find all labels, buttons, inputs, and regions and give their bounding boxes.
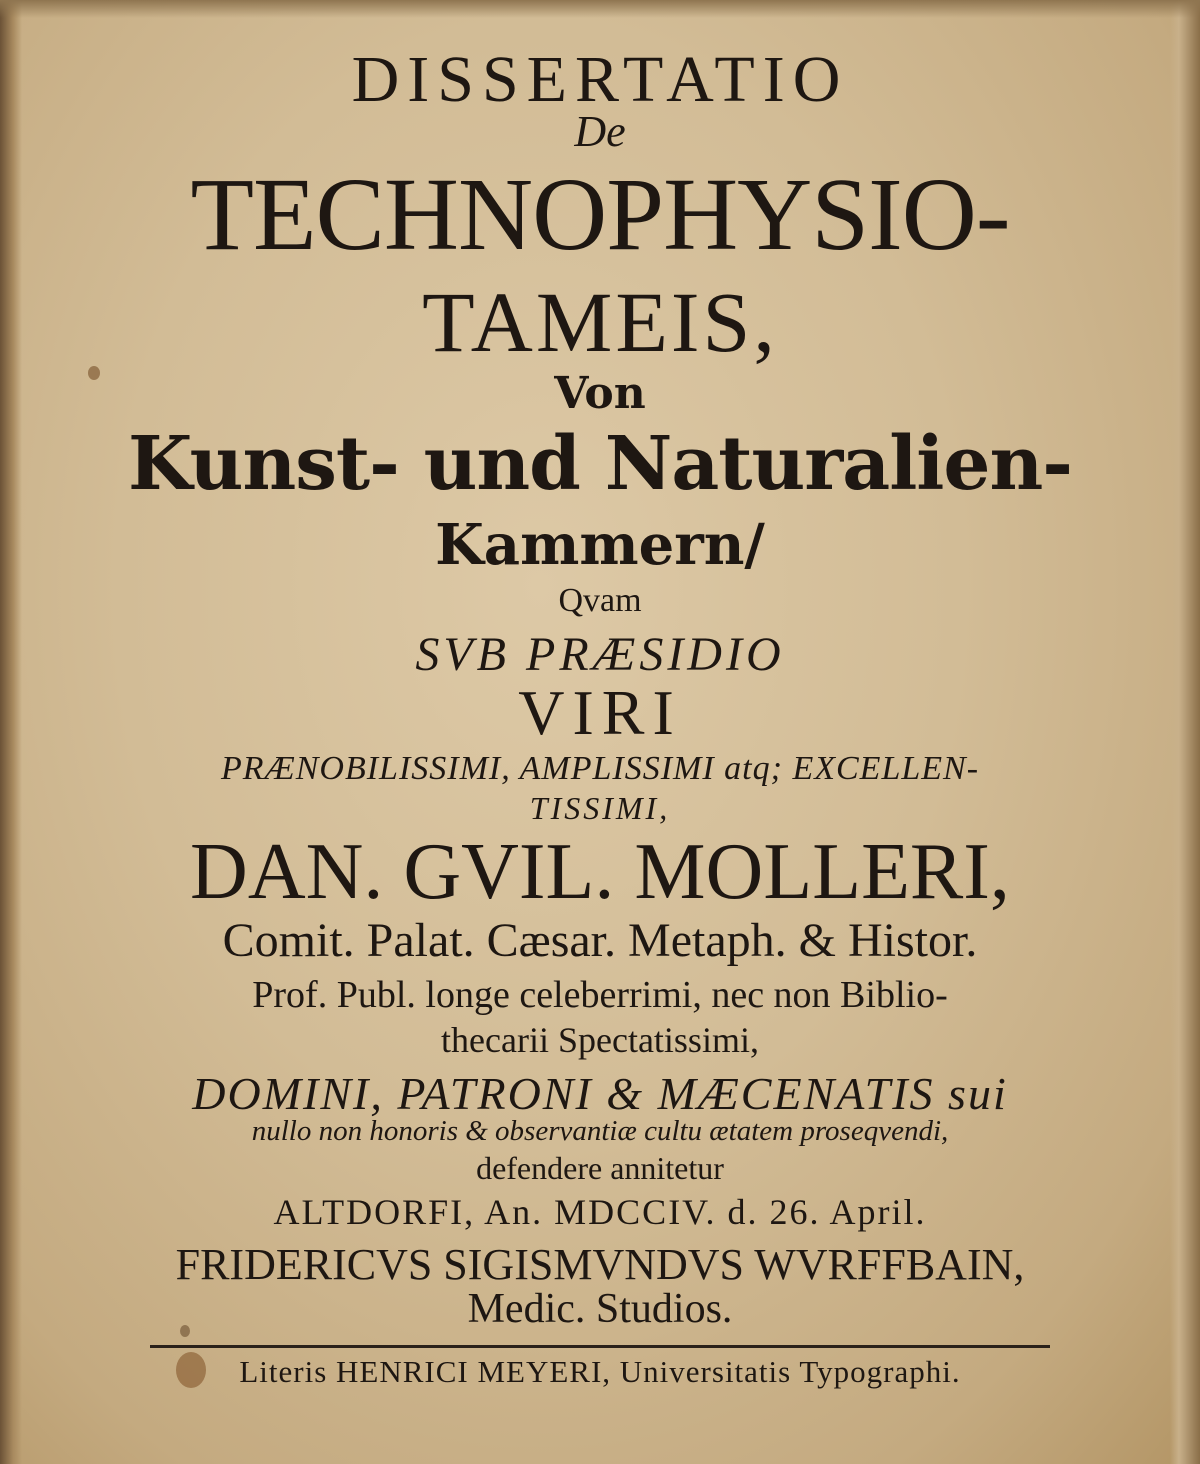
text-qvam: Qvam	[558, 582, 642, 619]
respondent-title: Medic. Studios.	[467, 1286, 733, 1332]
title-de: De	[574, 107, 626, 156]
title-kunst-naturalien: Kunst- und Naturalien-	[127, 421, 1073, 507]
title-technophysio: TECHNOPHYSIO-	[190, 157, 1010, 272]
author-bibliothecarii: thecarii Spectatissimi,	[441, 1020, 759, 1060]
title-dissertatio: DISSERTATIO	[351, 43, 849, 116]
page-edge-top	[0, 0, 1200, 18]
text-viri: VIRI	[518, 677, 682, 748]
text-sub-praesidio: SVB PRÆSIDIO	[415, 628, 785, 681]
author-name: DAN. GVIL. MOLLERI,	[190, 828, 1010, 916]
text-defendere: defendere annitetur	[476, 1150, 724, 1186]
respondent-name: FRIDERICVS SIGISMVNDVS WVRFFBAIN,	[175, 1240, 1025, 1289]
text-tissimi: TISSIMI,	[529, 790, 671, 826]
text-domini-patroni: DOMINI, PATRONI & MÆCENATIS sui	[192, 1068, 1008, 1119]
place-date: ALTDORFI, An. MDCCIV. d. 26. April.	[273, 1192, 927, 1232]
title-von: Von	[554, 368, 646, 419]
text-praenobilissimi: PRÆNOBILISSIMI, AMPLISSIMI atq; EXCELLEN-	[220, 750, 980, 787]
author-prof: Prof. Publ. longe celeberrimi, nec non Biblio-	[252, 974, 948, 1016]
imprint: Literis HENRICI MEYERI, Universitatis Typographi.	[239, 1354, 961, 1389]
author-titles: Comit. Palat. Cæsar. Metaph. & Histor.	[222, 914, 978, 967]
title-tameis: TAMEIS,	[422, 274, 778, 370]
text-nullo-non-honoris: nullo non honoris & observantiæ cultu ætatem proseqvendi,	[251, 1115, 949, 1147]
title-kammern: Kammern/	[435, 512, 765, 578]
imprint-rule	[150, 1345, 1050, 1348]
